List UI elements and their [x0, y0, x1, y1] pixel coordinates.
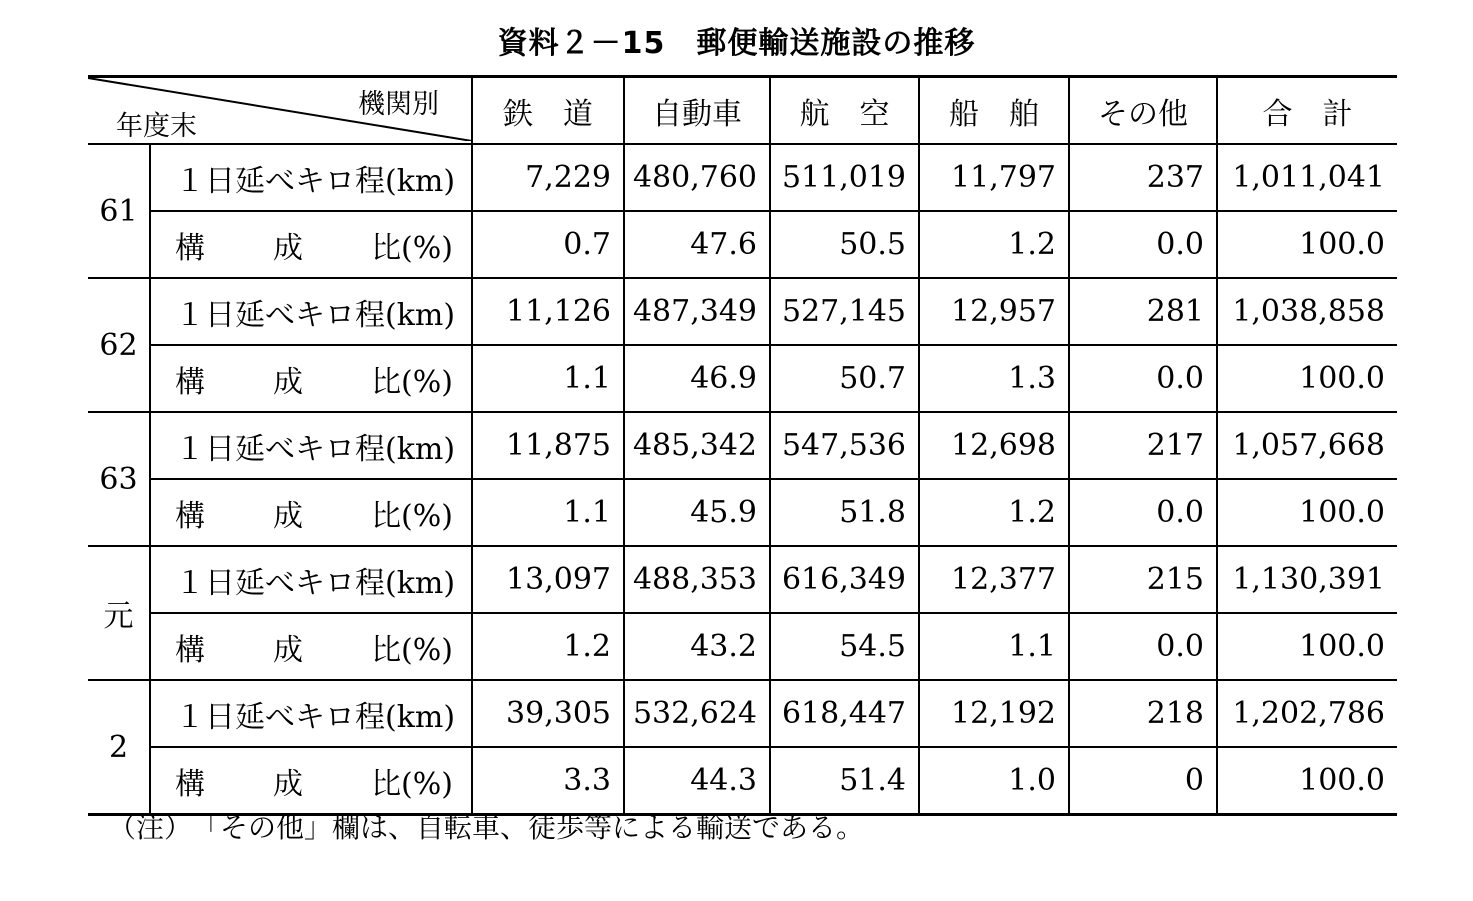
pct-value-cell: 100.0 — [1217, 479, 1397, 546]
row-label-kosei — [150, 613, 472, 680]
table-row — [88, 278, 1397, 345]
km-value-cell: 1,130,391 — [1217, 546, 1397, 613]
km-value-cell: 237 — [1069, 144, 1217, 211]
km-value-cell: 11,875 — [472, 412, 624, 479]
row-label-kosei — [150, 345, 472, 412]
row-label-km: １日延べキロ程(km) — [150, 412, 472, 479]
pct-value-cell: 3.3 — [472, 747, 624, 815]
km-value-cell: 616,349 — [770, 546, 919, 613]
km-value-cell: 281 — [1069, 278, 1217, 345]
kosei-label-part: 比(%) — [371, 230, 453, 266]
table-row — [88, 211, 1397, 278]
row-label-km: １日延べキロ程(km) — [150, 546, 472, 613]
year-cell: 63 — [88, 412, 150, 546]
kosei-label-part: 構 — [175, 498, 205, 534]
km-value-cell: 1,038,858 — [1217, 278, 1397, 345]
row-label-km: １日延べキロ程(km) — [150, 278, 472, 345]
pct-value-cell: 100.0 — [1217, 613, 1397, 680]
header-row — [88, 77, 1397, 145]
pct-value-cell: 51.8 — [770, 479, 919, 546]
pct-value-cell: 0.0 — [1069, 211, 1217, 278]
km-value-cell: 12,377 — [919, 546, 1069, 613]
kosei-label-part: 構 — [175, 230, 205, 266]
pct-value-cell: 0.7 — [472, 211, 624, 278]
table-row — [88, 479, 1397, 546]
row-label-kosei — [150, 479, 472, 546]
kosei-label-part: 構 — [175, 632, 205, 668]
km-value-cell: 485,342 — [624, 412, 770, 479]
table-row — [88, 613, 1397, 680]
year-cell: 61 — [88, 144, 150, 278]
table-row — [88, 345, 1397, 412]
kosei-label-part: 構 — [175, 364, 205, 400]
kosei-label-part: 成 — [273, 364, 304, 400]
pct-value-cell: 1.1 — [919, 613, 1069, 680]
pct-value-cell: 44.3 — [624, 747, 770, 815]
km-value-cell: 488,353 — [624, 546, 770, 613]
kosei-label-group — [175, 223, 453, 267]
table-row — [88, 546, 1397, 613]
col-header-air: 航 空 — [770, 77, 919, 145]
col-header-auto: 自動車 — [624, 77, 770, 145]
km-value-cell: 217 — [1069, 412, 1217, 479]
table-row — [88, 680, 1397, 747]
corner-top-label: 機関別 — [358, 89, 439, 120]
row-label-km: １日延べキロ程(km) — [150, 144, 472, 211]
pct-value-cell: 1.2 — [919, 479, 1069, 546]
pct-value-cell: 1.2 — [919, 211, 1069, 278]
kosei-label-part: 成 — [273, 498, 304, 534]
pct-value-cell: 1.2 — [472, 613, 624, 680]
pct-value-cell: 1.1 — [472, 479, 624, 546]
kosei-label-part: 比(%) — [371, 632, 453, 668]
col-header-other: その他 — [1069, 77, 1217, 145]
pct-value-cell: 100.0 — [1217, 211, 1397, 278]
pct-value-cell: 100.0 — [1217, 747, 1397, 815]
km-value-cell: 532,624 — [624, 680, 770, 747]
pct-value-cell: 50.5 — [770, 211, 919, 278]
table-body — [88, 144, 1397, 815]
pct-value-cell: 1.0 — [919, 747, 1069, 815]
table-row — [88, 144, 1397, 211]
km-value-cell: 215 — [1069, 546, 1217, 613]
col-header-ship: 船 舶 — [919, 77, 1069, 145]
kosei-label-part: 成 — [273, 632, 304, 668]
pct-value-cell: 47.6 — [624, 211, 770, 278]
pct-value-cell: 54.5 — [770, 613, 919, 680]
pct-value-cell: 1.3 — [919, 345, 1069, 412]
km-value-cell: 1,057,668 — [1217, 412, 1397, 479]
table-row — [88, 412, 1397, 479]
kosei-label-part: 成 — [273, 230, 304, 266]
table-row — [88, 747, 1397, 815]
kosei-label-group — [175, 491, 453, 535]
page-title: 資料２－15 郵便輸送施設の推移 — [497, 26, 976, 61]
km-value-cell: 487,349 — [624, 278, 770, 345]
row-label-kosei — [150, 211, 472, 278]
km-value-cell: 12,192 — [919, 680, 1069, 747]
pct-value-cell: 51.4 — [770, 747, 919, 815]
km-value-cell: 11,126 — [472, 278, 624, 345]
pct-value-cell: 45.9 — [624, 479, 770, 546]
row-label-kosei — [150, 747, 472, 815]
km-value-cell: 547,536 — [770, 412, 919, 479]
pct-value-cell: 0.0 — [1069, 345, 1217, 412]
row-label-km: １日延べキロ程(km) — [150, 680, 472, 747]
pct-value-cell: 46.9 — [624, 345, 770, 412]
footnote: （注） 「その他」欄は、自転車、徒歩等による輸送である。 — [108, 811, 865, 844]
km-value-cell: 7,229 — [472, 144, 624, 211]
kosei-label-part: 構 — [175, 766, 205, 802]
pct-value-cell: 100.0 — [1217, 345, 1397, 412]
pct-value-cell: 0.0 — [1069, 613, 1217, 680]
km-value-cell: 12,957 — [919, 278, 1069, 345]
km-value-cell: 480,760 — [624, 144, 770, 211]
postal-transport-table — [88, 75, 1397, 816]
col-header-rail: 鉄 道 — [472, 77, 624, 145]
kosei-label-group — [175, 759, 453, 803]
km-value-cell: 11,797 — [919, 144, 1069, 211]
km-value-cell: 13,097 — [472, 546, 624, 613]
kosei-label-group — [175, 625, 453, 669]
pct-value-cell: 0.0 — [1069, 479, 1217, 546]
year-cell: 62 — [88, 278, 150, 412]
pct-value-cell: 43.2 — [624, 613, 770, 680]
km-value-cell: 1,202,786 — [1217, 680, 1397, 747]
kosei-label-group — [175, 357, 453, 401]
pct-value-cell: 50.7 — [770, 345, 919, 412]
km-value-cell: 218 — [1069, 680, 1217, 747]
km-value-cell: 618,447 — [770, 680, 919, 747]
kosei-label-part: 成 — [273, 766, 304, 802]
corner-bottom-label: 年度末 — [116, 111, 197, 142]
year-cell: 2 — [88, 680, 150, 815]
km-value-cell: 12,698 — [919, 412, 1069, 479]
kosei-label-part: 比(%) — [371, 364, 453, 400]
corner-header — [88, 77, 472, 145]
km-value-cell: 527,145 — [770, 278, 919, 345]
kosei-label-part: 比(%) — [371, 766, 453, 802]
year-cell: 元 — [88, 546, 150, 680]
pct-value-cell: 1.1 — [472, 345, 624, 412]
col-header-total: 合 計 — [1217, 77, 1397, 145]
kosei-label-part: 比(%) — [371, 498, 453, 534]
pct-value-cell: 0 — [1069, 747, 1217, 815]
km-value-cell: 1,011,041 — [1217, 144, 1397, 211]
km-value-cell: 511,019 — [770, 144, 919, 211]
km-value-cell: 39,305 — [472, 680, 624, 747]
